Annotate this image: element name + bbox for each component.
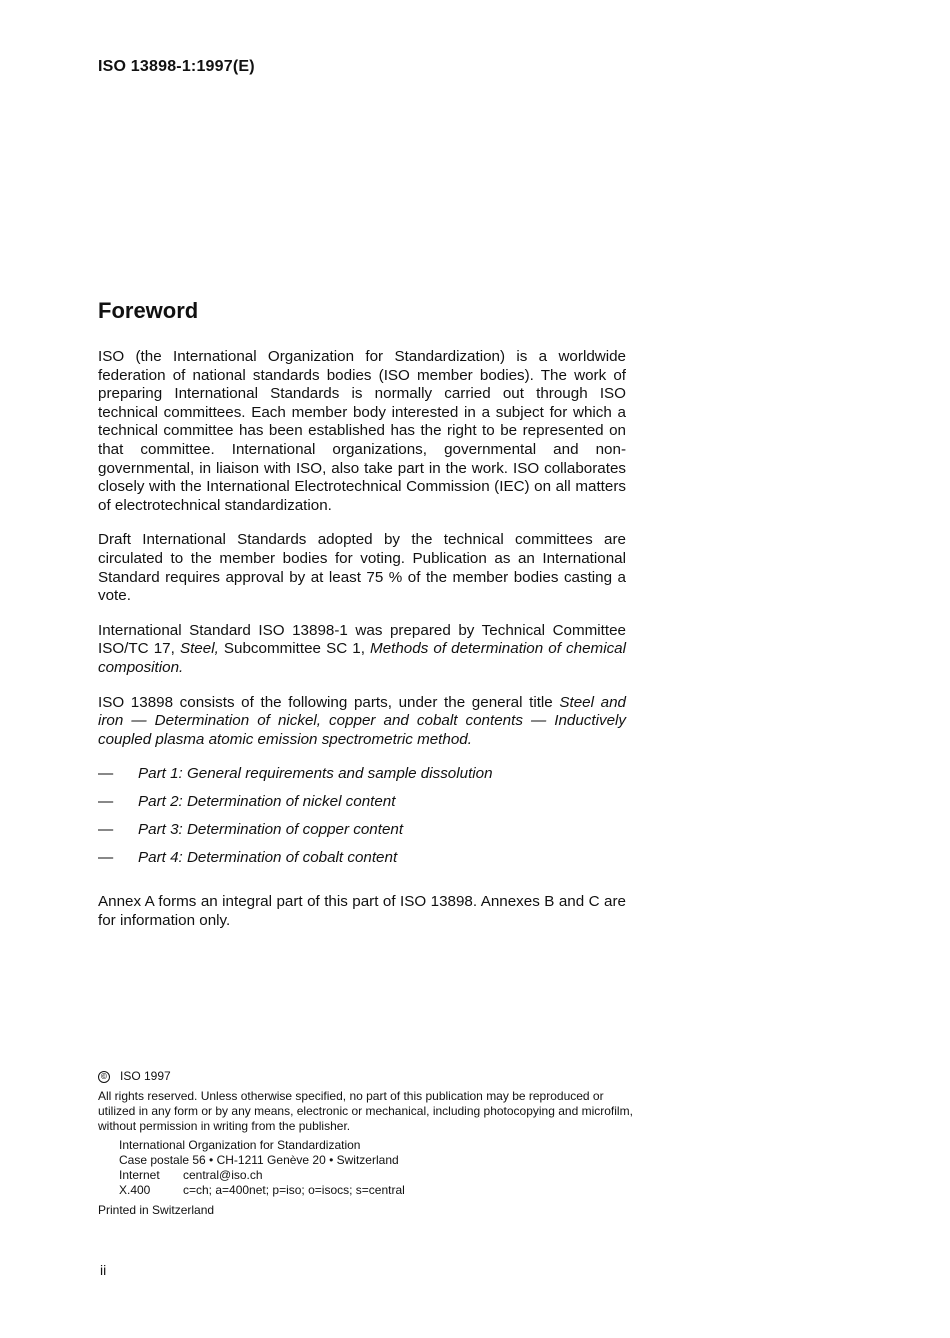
page-number: ii [100, 1262, 107, 1278]
internet-row [119, 1168, 638, 1183]
parts-intro-general-title: Steel and iron — Determination of nickel, copper and cobalt contents — Inductively coupled plasma atomic emission spectrometric method. [98, 693, 626, 748]
list-item [98, 849, 626, 877]
list-dash: — [98, 849, 114, 867]
x400-label: X.400 [119, 1183, 151, 1197]
prepared-by-italic-methods: Methods of determination of chemical composition. [98, 640, 626, 676]
prepared-by-italic-steel: Steel, [179, 640, 219, 658]
postal-address: Case postale 56 • CH-1211 Genève 20 • Switzerland [119, 1153, 399, 1167]
parts-intro-text: ISO 13898 consists of the following parts, under the general title [98, 693, 560, 711]
foreword-body [98, 348, 626, 930]
paragraph-iso-intro: ISO (the International Organization for Standardization) is a worldwide federation of national standards bodies (ISO member bodies). The work of preparing International Standards is normally carried out through ISO technical committees. Each member body interested in a subject for which a technical committee has been established has the right to be represented on that committee. International organizations, governmental and non-governmental, in liaison with ISO, also take part in the work. ISO collaborates closely with the International Electrotechnical Commission (IEC) on all matters of electrotechnical standardization. [98, 348, 626, 514]
prepared-by-text-1: International Standard ISO 13898-1 was prepared by Technical Committee ISO/TC 17, [98, 621, 626, 658]
paragraph-annexes: Annex A forms an integral part of this part of ISO 13898. Annexes B and C are for information only. [98, 893, 626, 929]
part-1-title: Part 1: General requirements and sample dissolution [138, 765, 493, 783]
list-item [98, 765, 626, 793]
copyright-icon: © [98, 1071, 110, 1083]
copyright-footer [98, 1069, 638, 1218]
paragraph-parts-intro [98, 694, 626, 750]
part-4-title: Part 4: Determination of cobalt content [138, 849, 398, 867]
copyright-line [98, 1069, 638, 1084]
copyright-text: ISO 1997 [120, 1069, 171, 1083]
internet-label: Internet [119, 1168, 160, 1182]
publisher-address [98, 1138, 638, 1198]
list-item [98, 821, 626, 849]
printed-in: Printed in Switzerland [98, 1203, 215, 1217]
list-dash: — [98, 765, 114, 783]
paragraph-draft-standards: Draft International Standards adopted by the technical committees are circulated to the member bodies for voting. Publication as an International Standard requires approval by at least 75 % of the member bodies casting a vote. [98, 531, 626, 605]
part-2-title: Part 2: Determination of nickel content [138, 793, 396, 811]
section-title: Foreword [98, 298, 199, 323]
list-dash: — [98, 821, 114, 839]
parts-list [98, 765, 626, 877]
paragraph-prepared-by [98, 622, 626, 678]
document-identifier: ISO 13898-1:1997(E) [98, 58, 255, 75]
x400-value: c=ch; a=400net; p=iso; o=isocs; s=central [183, 1183, 405, 1197]
publisher-name: International Organization for Standardization [119, 1138, 361, 1152]
list-dash: — [98, 793, 114, 811]
list-item [98, 793, 626, 821]
x400-row [119, 1183, 638, 1198]
prepared-by-text-2: Subcommittee SC 1, [218, 640, 371, 658]
part-3-title: Part 3: Determination of copper content [138, 821, 404, 839]
internet-value: central@iso.ch [183, 1168, 263, 1182]
rights-statement: All rights reserved. Unless otherwise specified, no part of this publication may be reproduced or utilized in any form or by any means, electronic or mechanical, including photocopying and microfilm, without permission in writing from the publisher. [98, 1089, 633, 1133]
